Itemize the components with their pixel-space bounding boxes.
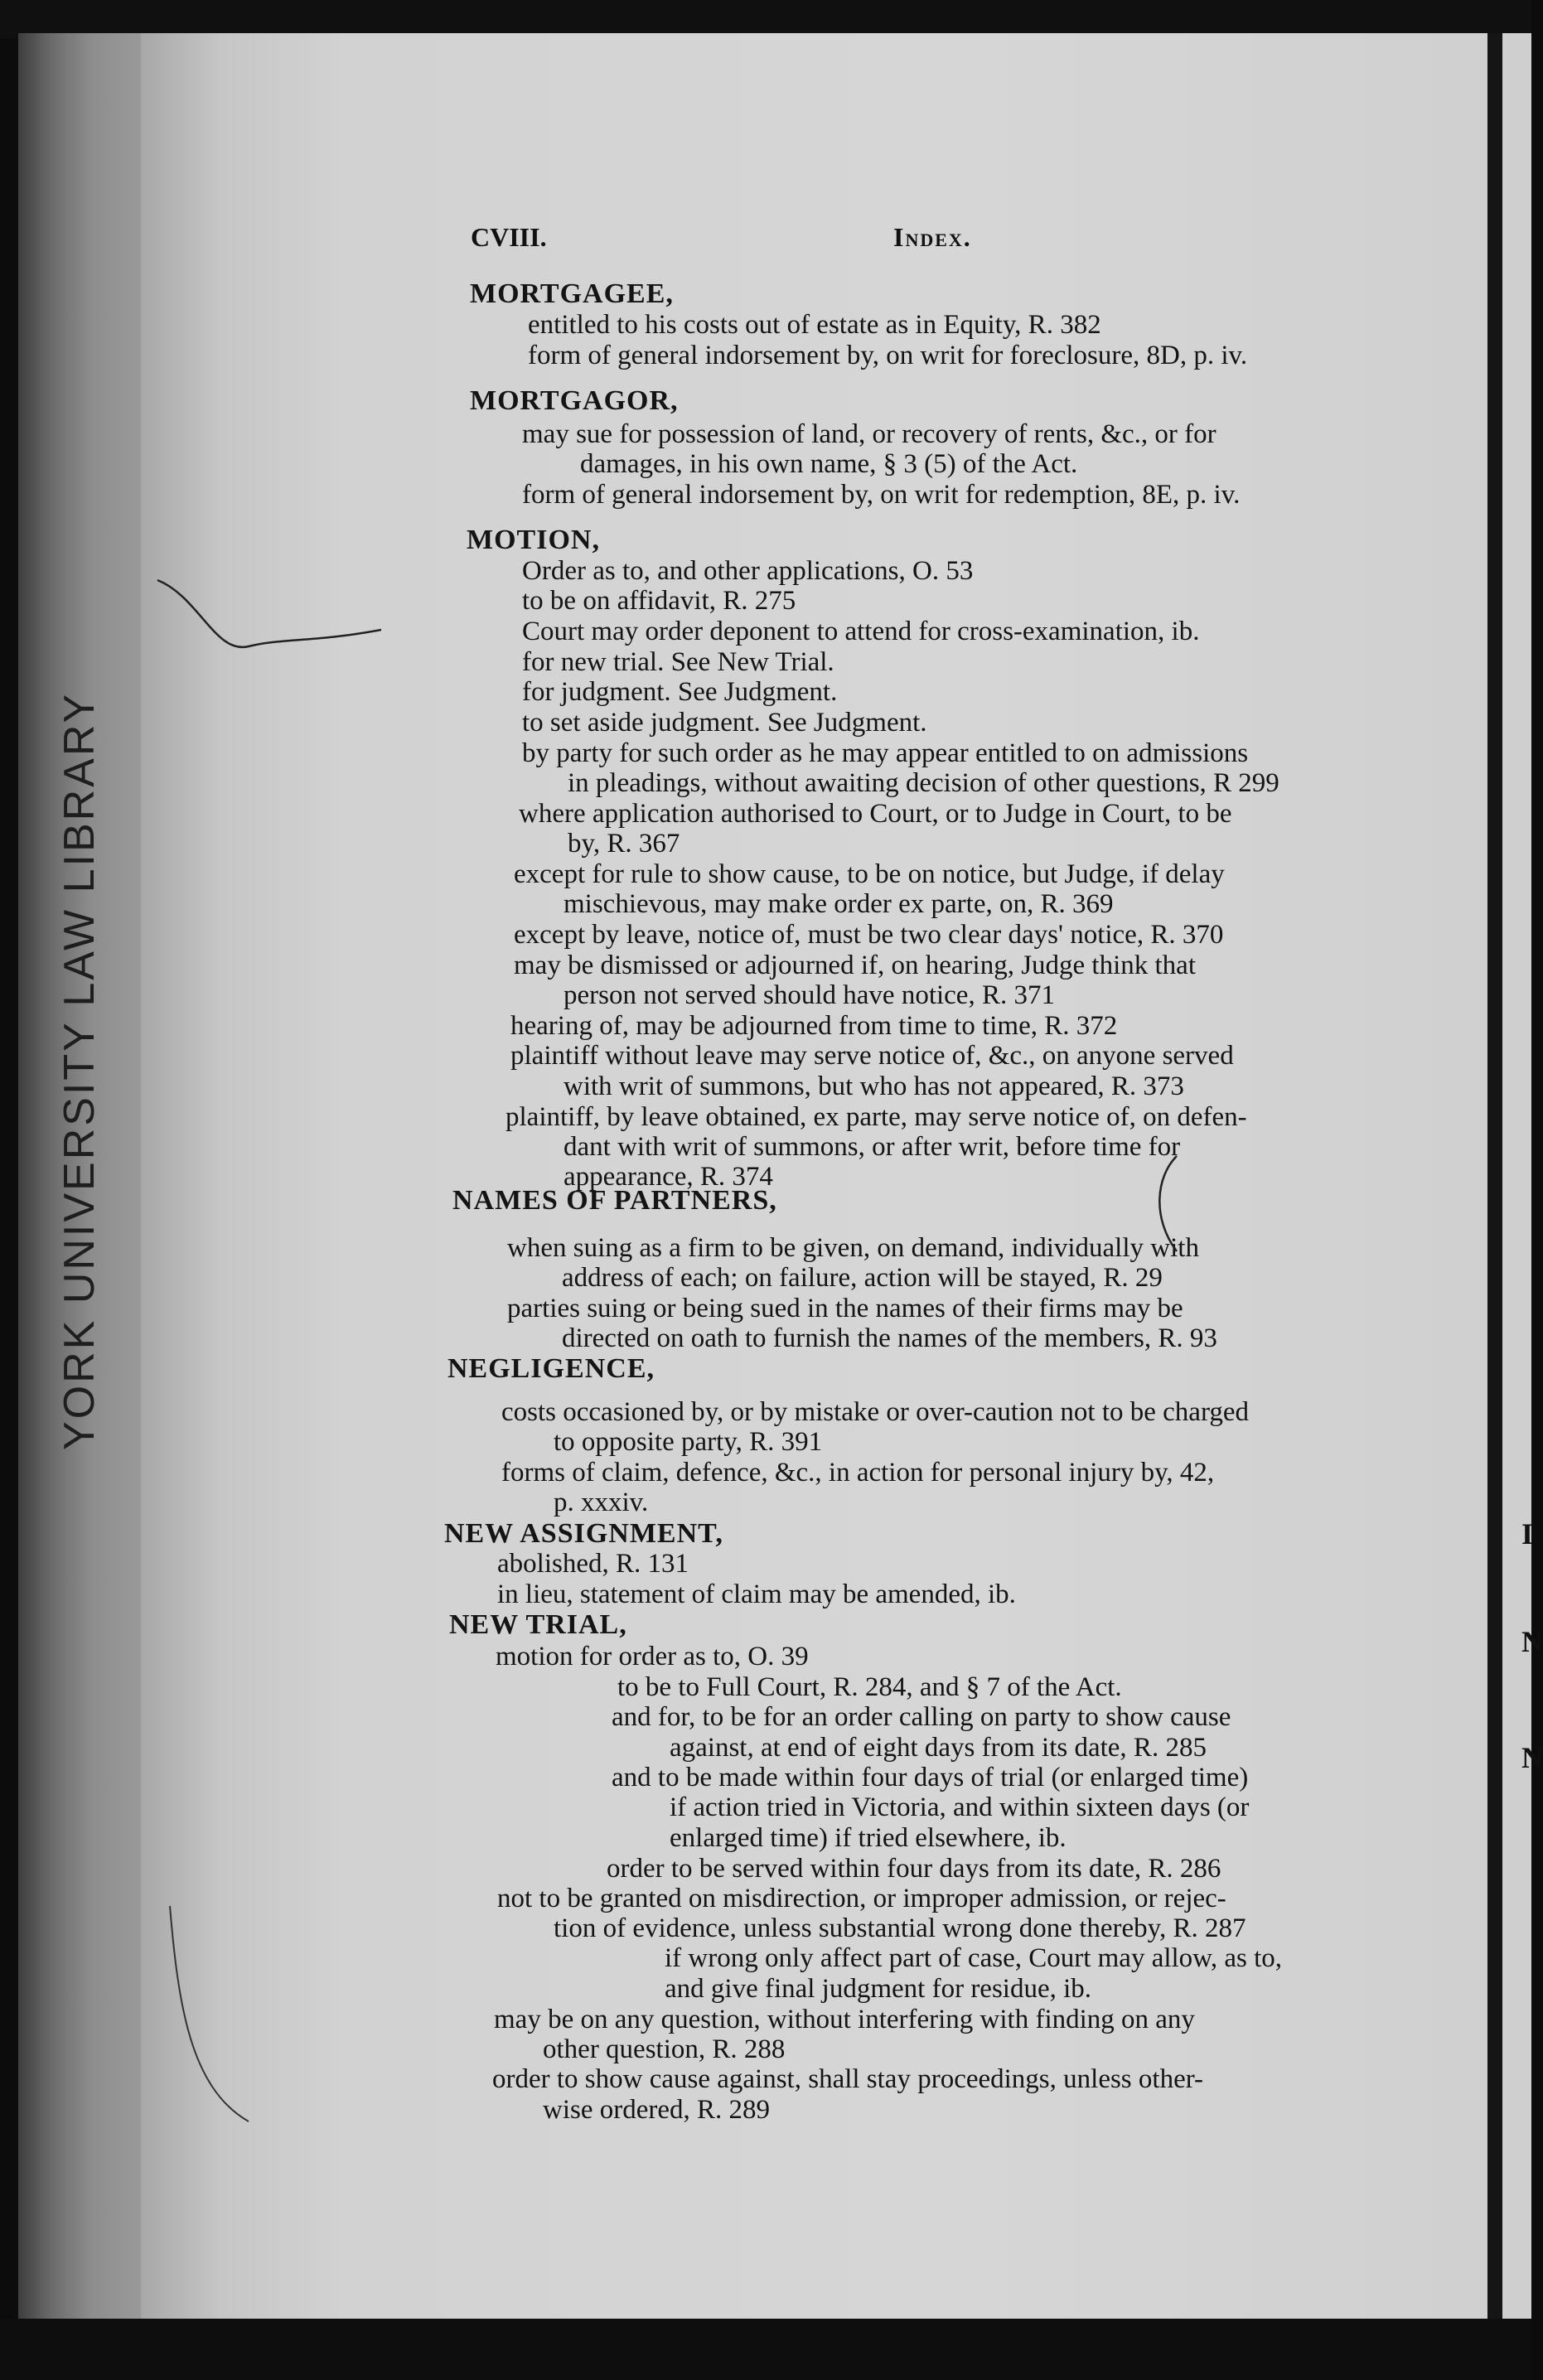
index-entry: plaintiff, by leave obtained, ex parte, may serve notice of, on defen-	[505, 1102, 1247, 1132]
index-entry: dant with writ of summons, or after writ, before time for	[564, 1132, 1181, 1162]
index-entry: person not served should have notice, R. 371	[564, 980, 1055, 1010]
index-entry: address of each; on failure, action will be stayed, R. 29	[562, 1263, 1163, 1293]
index-entry: mischievous, may make order ex parte, on, R. 369	[564, 889, 1114, 919]
index-entry: not to be granted on misdirection, or improper admission, or rejec-	[497, 1884, 1226, 1913]
index-entry: in pleadings, without awaiting decision of other questions, R 299	[568, 768, 1279, 798]
margin-scribble-mark	[157, 580, 381, 647]
index-entry: other question, R. 288	[543, 2034, 786, 2064]
index-entry: damages, in his own name, § 3 (5) of the Act.	[580, 449, 1078, 479]
index-entry: entitled to his costs out of estate as in Equity, R. 382	[528, 310, 1101, 340]
index-entry: parties suing or being sued in the names of their firms may be	[507, 1294, 1183, 1323]
index-heading: NAMES OF PARTNERS,	[452, 1185, 777, 1216]
facing-page-letter: I	[1521, 1517, 1534, 1550]
index-heading: MORTGAGOR,	[470, 385, 679, 416]
index-entry: where application authorised to Court, or to Judge in Court, to be	[519, 799, 1232, 829]
index-entry: Court may order deponent to attend for cross-examination, ib.	[522, 617, 1200, 646]
facing-page-letter: N	[1521, 1625, 1543, 1658]
index-entry: against, at end of eight days from its date, R. 285	[670, 1733, 1207, 1763]
page-title: Index.	[893, 222, 972, 252]
index-entry: for judgment. See Judgment.	[522, 677, 838, 707]
index-entry: motion for order as to, O. 39	[496, 1642, 809, 1671]
facing-page-letter: N	[1521, 1741, 1543, 1774]
index-entry: may be dismissed or adjourned if, on hearing, Judge think that	[514, 951, 1197, 980]
index-entry: abolished, R. 131	[497, 1549, 689, 1579]
index-entry: enlarged time) if tried elsewhere, ib.	[670, 1823, 1067, 1853]
index-entry: for new trial. See New Trial.	[522, 647, 834, 677]
index-entry: in lieu, statement of claim may be amended, ib.	[497, 1579, 1016, 1609]
index-entry: plaintiff without leave may serve notice of, &c., on anyone served	[510, 1041, 1234, 1071]
index-heading: MORTGAGEE,	[470, 278, 674, 309]
index-heading: MOTION,	[467, 525, 600, 555]
index-entry: by, R. 367	[568, 829, 680, 859]
index-entry: to be to Full Court, R. 284, and § 7 of the Act.	[617, 1672, 1122, 1702]
index-entry: costs occasioned by, or by mistake or over-caution not to be charged	[501, 1397, 1249, 1427]
index-heading: NEW TRIAL,	[449, 1609, 627, 1640]
index-entry: and for, to be for an order calling on party to show cause	[612, 1702, 1231, 1732]
index-entry: to opposite party, R. 391	[554, 1427, 823, 1457]
index-entry: Order as to, and other applications, O. 53	[522, 556, 974, 586]
index-entry: may sue for possession of land, or recovery of rents, &c., or for	[522, 419, 1217, 449]
index-entry: wise ordered, R. 289	[543, 2095, 771, 2125]
library-stamp-text: YORK UNIVERSITY LAW LIBRARY	[56, 691, 104, 1450]
index-entry: if action tried in Victoria, and within sixteen days (or	[670, 1792, 1250, 1822]
index-entry: by party for such order as he may appear entitled to on admissions	[522, 738, 1249, 768]
index-entry: except by leave, notice of, must be two clear days' notice, R. 370	[514, 920, 1224, 950]
index-entry: form of general indorsement by, on writ for foreclosure, 8D, p. iv.	[528, 341, 1248, 370]
bracket-pen-mark	[1159, 1156, 1177, 1251]
index-entry: with writ of summons, but who has not appeared, R. 373	[564, 1071, 1184, 1101]
index-entry: hearing of, may be adjourned from time to time, R. 372	[510, 1011, 1118, 1041]
index-entry: to set aside judgment. See Judgment.	[522, 708, 927, 738]
index-entry: and give final judgment for residue, ib.	[665, 1974, 1092, 2004]
index-entry: order to show cause against, shall stay proceedings, unless other-	[492, 2064, 1204, 2094]
index-entry: except for rule to show cause, to be on notice, but Judge, if delay	[514, 859, 1225, 889]
index-entry: when suing as a firm to be given, on demand, individually with	[507, 1233, 1199, 1263]
index-entry: to be on affidavit, R. 275	[522, 586, 796, 616]
margin-curve-mark	[170, 1906, 249, 2121]
index-entry: appearance, R. 374	[564, 1162, 773, 1192]
index-heading: NEGLIGENCE,	[447, 1353, 655, 1384]
index-entry: if wrong only affect part of case, Court may allow, as to,	[665, 1943, 1283, 1973]
index-entry: and to be made within four days of trial (or enlarged time)	[612, 1763, 1249, 1792]
index-entry: directed on oath to furnish the names of the members, R. 93	[562, 1323, 1217, 1353]
index-entry: order to be served within four days from its date, R. 286	[607, 1854, 1221, 1884]
index-entry: form of general indorsement by, on writ for redemption, 8E, p. iv.	[522, 480, 1241, 510]
page-number: CVIII.	[471, 222, 547, 252]
index-entry: tion of evidence, unless substantial wrong done thereby, R. 287	[554, 1913, 1246, 1943]
index-entry: p. xxxiv.	[554, 1488, 649, 1517]
index-entry: may be on any question, without interfering with finding on any	[494, 2005, 1195, 2034]
index-entry: forms of claim, defence, &c., in action for personal injury by, 42,	[501, 1458, 1215, 1488]
index-heading: NEW ASSIGNMENT,	[444, 1518, 723, 1549]
